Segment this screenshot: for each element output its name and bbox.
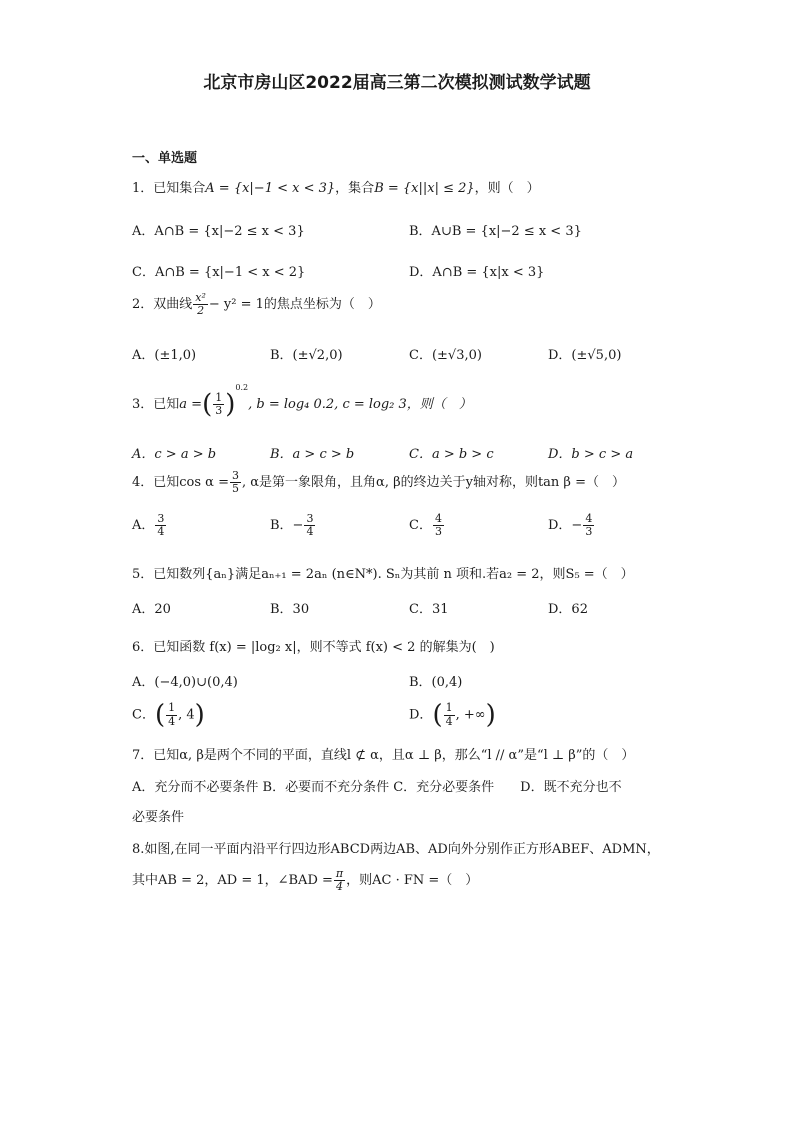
q4-b-fraction — [304, 513, 315, 538]
q3-fraction — [213, 392, 224, 417]
q4-b-den: 4 — [306, 525, 314, 539]
q4-option-d — [548, 513, 595, 538]
q4-a-fraction — [155, 513, 166, 538]
q6-c-num: 1 — [168, 701, 176, 715]
q8-stem-2a: 其中AB = 2，AD = 1，∠BAD = — [132, 873, 333, 889]
q1-set-a: A = {x|−1 < x < 3} — [205, 181, 336, 196]
q4-option-a — [132, 513, 167, 538]
question-3-stem: 3．已知a =( $\frac{1}{3}$ )$^{0.2}$, b = log₄ 0.2, c = log₂ 3，则（ ） — [132, 383, 472, 420]
q1-set-b: B = {x||x| ≤ 2} — [374, 181, 475, 196]
q4-d-label: D．− — [548, 518, 583, 534]
q4-stem-b: , α是第一象限角，且角α, β的终边关于y轴对称，则tan β =（ ） — [242, 475, 625, 491]
q3-option-d: D．b > c > a — [548, 447, 634, 462]
q4-option-b — [270, 513, 316, 538]
q7-options: A．充分而不必要条件 B．必要而不充分条件 C．充分必要条件 D．既不充分也不 — [132, 780, 622, 795]
q1-stem-b: ，集合 — [335, 181, 375, 196]
q7-options-wrap: 必要条件 — [132, 810, 185, 825]
q4-d-fraction — [583, 513, 594, 538]
q5-option-d: D．62 — [548, 602, 588, 617]
q4-a-label: A． — [132, 518, 155, 534]
q4-stem-a: 4．已知cos α = — [132, 475, 229, 491]
q3-exponent: 0.2 — [235, 383, 249, 392]
q6-d-tail: , +∞ — [455, 707, 486, 723]
q6-d-label: D． — [409, 707, 433, 723]
q4-a-den: 4 — [157, 525, 165, 539]
section-heading: 一、单选题 — [132, 151, 198, 166]
q2-frac-num: x² — [195, 291, 206, 304]
q6-option-b: B．(0,4) — [409, 675, 463, 690]
q5-option-b: B．30 — [270, 602, 310, 617]
q3-frac-den: 3 — [215, 404, 223, 417]
q2-stem-b: − y² = 1的焦点坐标为（ ） — [208, 297, 381, 313]
q6-option-a: A．(−4,0)∪(0,4) — [132, 675, 238, 690]
q2-option-a: A．(±1,0) — [132, 348, 197, 363]
q1-option-a: A．A∩B = {x|−2 ≤ x < 3} — [132, 224, 305, 239]
question-2-stem — [132, 292, 381, 317]
q6-d-num: 1 — [445, 701, 453, 715]
q1-option-d: D．A∩B = {x|x < 3} — [409, 265, 545, 280]
q4-b-num: 3 — [306, 512, 314, 525]
q6-c-label: C． — [132, 707, 155, 723]
q3-stem-b: , b = log₄ 0.2, c = log₂ 3，则（ ） — [248, 397, 472, 412]
q2-stem-a: 2．双曲线 — [132, 297, 193, 313]
q8-stem-2b: ，则AC · FN =（ ） — [346, 873, 479, 889]
question-8-stem-line-1: 8.如图,在同一平面内沿平行四边形ABCD两边AB、AD向外分别作正方形ABEF、ADMN， — [132, 842, 660, 857]
q1-stem-c: ，则（ ） — [474, 181, 540, 196]
question-5-stem: 5．已知数列{aₙ}满足aₙ₊₁ = 2aₙ (n∈N*). Sₙ为其前 n 项和.若a₂ = 2，则S₅ =（ ） — [132, 567, 634, 582]
question-6-stem: 6．已知函数 f(x) = |log₂ x|，则不等式 f(x) < 2 的解集为( ) — [132, 640, 495, 655]
q4-c-fraction — [433, 513, 444, 538]
q3-option-b: B．a > c > b — [270, 447, 355, 462]
q3-frac-num: 1 — [215, 390, 223, 404]
page-title: 北京市房山区2022届高三第二次模拟测试数学试题 — [203, 73, 591, 93]
q1-option-c: C．A∩B = {x|−1 < x < 2} — [132, 265, 306, 280]
q3-option-c: C．a > b > c — [409, 447, 494, 462]
question-4-stem — [132, 470, 625, 495]
q4-option-c — [409, 513, 445, 538]
q6-d-fraction — [444, 702, 455, 727]
q2-option-c: C．(±√3,0) — [409, 348, 482, 363]
question-7-stem: 7．已知α, β是两个不同的平面，直线l ⊄ α，且α ⊥ β，那么“l // α”是“l ⊥ β”的（ ） — [132, 748, 635, 763]
q6-c-den: 4 — [168, 714, 176, 728]
q4-c-num: 4 — [434, 512, 442, 525]
q2-fraction — [193, 292, 208, 317]
q6-d-den: 4 — [445, 714, 453, 728]
q2-frac-den: 2 — [197, 304, 205, 318]
q6-option-c: C．( $\frac{1}{4}$ , 4) — [132, 700, 205, 730]
q4-frac-num: 3 — [232, 469, 239, 482]
q3-option-a: A．c > a > b — [132, 447, 217, 462]
q1-stem-a: 1．已知集合 — [132, 181, 206, 196]
q4-d-den: 3 — [585, 525, 593, 539]
q8-frac-den: 4 — [336, 880, 344, 894]
q3-a-lhs: a = — [179, 397, 203, 412]
q6-c-fraction — [166, 702, 177, 727]
q1-option-b: B．A∪B = {x|−2 ≤ x < 3} — [409, 224, 582, 239]
q4-c-den: 3 — [434, 525, 442, 539]
q4-frac-den: 5 — [232, 482, 239, 496]
q4-d-num: 4 — [585, 512, 593, 525]
question-1-stem — [132, 177, 540, 196]
q5-option-c: C．31 — [409, 602, 449, 617]
q3-stem-a: 3．已知 — [132, 397, 180, 412]
q4-a-num: 3 — [157, 512, 165, 525]
q2-option-d: D．(±√5,0) — [548, 348, 622, 363]
q4-fraction — [230, 470, 241, 495]
question-8-stem-line-2 — [132, 868, 478, 893]
q8-fraction — [334, 868, 345, 893]
q5-option-a: A．20 — [132, 602, 171, 617]
q4-c-label: C． — [409, 518, 432, 534]
q6-option-d: D．( $\frac{1}{4}$ , +∞) — [409, 700, 496, 730]
q8-frac-num: π — [335, 867, 344, 880]
q6-c-tail: , 4 — [178, 707, 195, 723]
q4-b-label: B．− — [270, 518, 304, 534]
q2-option-b: B．(±√2,0) — [270, 348, 343, 363]
